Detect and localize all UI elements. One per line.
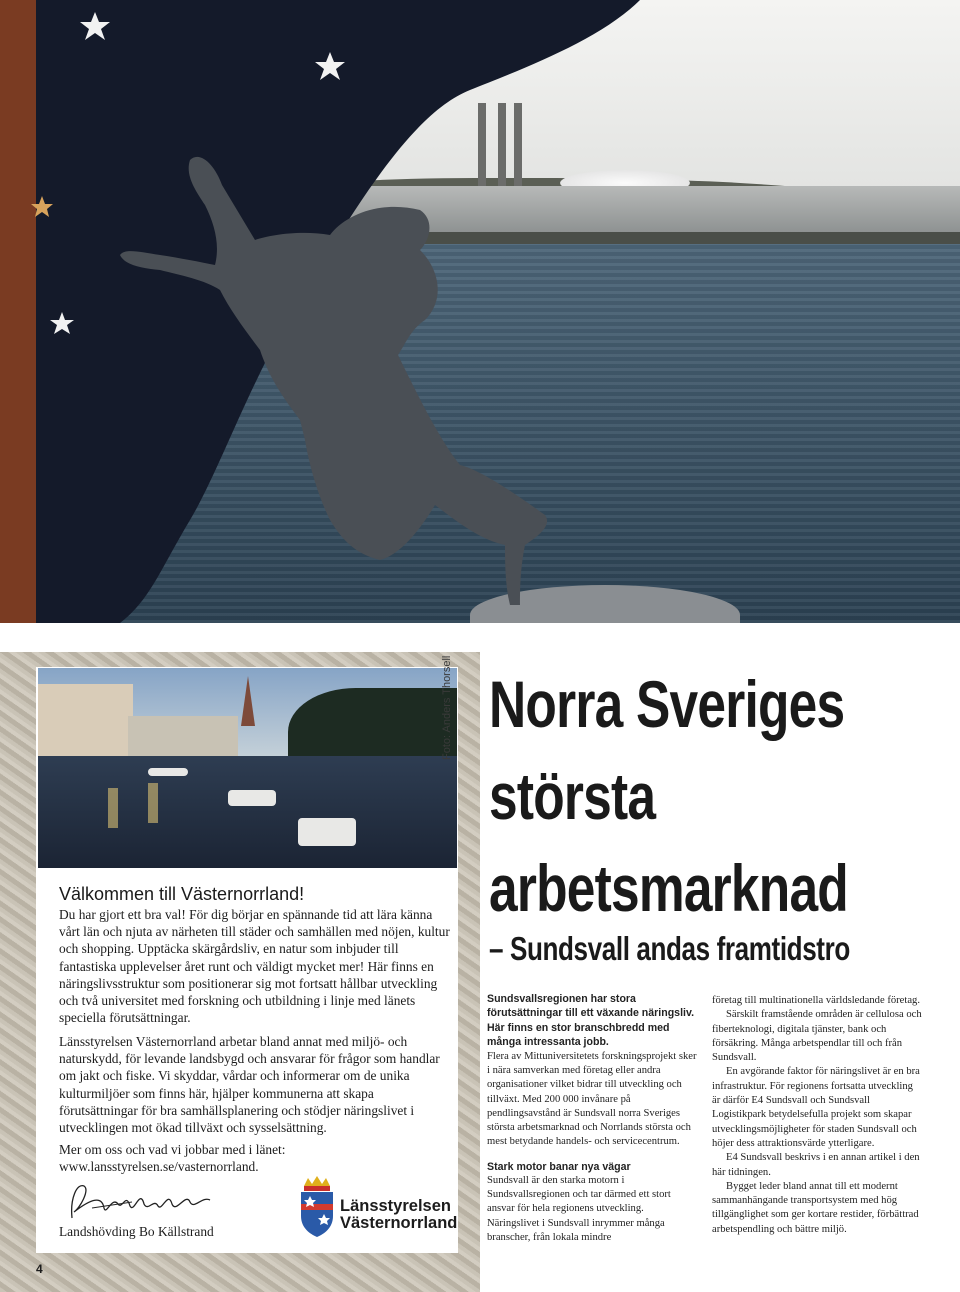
canal-water — [38, 756, 457, 868]
boat — [228, 790, 276, 806]
article-headline — [489, 658, 848, 934]
welcome-paragraph-1: Du har gjort ett bra val! För dig börjar en spännande tid att lära känna vårt län och njuta av närheten till städer och samhällen med nöjen, kultur och shopping. Upptäcka skärgårdsliv, en natur som inbjuder till fantastiska upplevelser året runt och väldigt mycket mer! Här finns en näringslivsstruktur som positionerar sig mot fortsatt hållbar utveckling och två universitet med forskning och utbildning i linje med länets speciella förutsättningar. — [59, 907, 450, 1026]
church-spire — [241, 676, 255, 726]
logo-line-2: Västernorrland — [340, 1214, 458, 1232]
article-subheadline: – Sundsvall andas framtidstro — [489, 930, 850, 967]
headline-line-1: Norra Sveriges — [489, 667, 845, 741]
window-frame — [0, 0, 36, 623]
welcome-paragraph-2: Länsstyrelsen Västernorrland arbetar bland annat med miljö- och naturskydd, för levande landsbygd och ansvarar för frågor som handlar om jakt och fiske. Vi skyddar, vårdar och informerar om de unika kulturmiljöer som finns här, hjälper kommunerna att skapa förutsättningar för bra samhällsplanering och stödjer näringslivet i utvecklingen mot ökad tillväxt och sysselsättning. — [59, 1034, 440, 1136]
article-lead: Sundsvallsregionen har stora förutsättningar till ett växande näringsliv. Här finns en stor branschbredd med många intressanta jobb. — [487, 993, 695, 1049]
article-paragraph: En avgörande faktor för näringslivet är en bra infrastruktur. För regionens fortsatta utveckling är därför E4 Sundsvall och Sundsvall Logistikpark betydelsefulla projekt som skapar utvecklingsmöjligheter för staden Sundsvall och höjer dess attraktionsvärde ytterligare. — [712, 1066, 920, 1149]
logo-line-1: Länsstyrelsen — [340, 1197, 451, 1215]
article-paragraph: Sundsvall är den starka motorn i Sundsvallsregionen och tar därmed ett stort ansvar för hela regionens utveckling. Näringslivet i Sundsvall inrymmer många branscher, från lokala mindre — [487, 1174, 671, 1243]
hotel-building — [38, 684, 133, 759]
signature-name: Landshövding Bo Källstrand — [59, 1224, 214, 1239]
photo-credit: Foto: Anders Thorsell — [441, 655, 453, 760]
article-paragraph: E4 Sundsvall beskrivs i en annan artikel i den här tidningen. — [712, 1152, 920, 1178]
article-paragraph: företag till multinationella världsledande företag. — [712, 995, 920, 1006]
article-subheading: Stark motor banar nya vägar — [487, 1160, 631, 1173]
handwritten-signature — [62, 1178, 222, 1228]
headline-line-2: största — [489, 759, 656, 833]
canal-photo — [38, 668, 457, 868]
article-paragraph: Särskilt framstående områden är cellulosa och fiberteknologi, digitala tjänster, bank och försäkring. Många arbetspendlar till och från Sundsvall. — [712, 1009, 922, 1064]
page-number: 4 — [36, 1262, 43, 1276]
boat — [148, 768, 188, 776]
light-reflection — [148, 783, 158, 823]
county-logo-text — [340, 1198, 457, 1232]
light-reflection — [108, 788, 118, 828]
welcome-title: Välkommen till Västernorrland! — [59, 884, 305, 904]
curtain-and-angel-graphic — [0, 0, 960, 623]
hero-photo — [0, 0, 960, 623]
boat — [298, 818, 356, 846]
article-paragraph: Bygget leder bland annat till ett modernt sammanhängande transportsystem med hög tillgänglighet som ger kortare restider, förbättrad arbetspendling och bättre miljö. — [712, 1180, 919, 1235]
article-column-1 — [487, 992, 697, 1245]
article-paragraph: Flera av Mittuniversitetets forskningsprojekt sker i nära samverkan med företag eller andra organisationer vilket bidrar till utveckling och tillväxt. Med 200 000 invånare på pendlingsavstånd är Sundsvall norra Sveriges största arbetsmarknad och Norrlands största och mest betydande handels- och servicecentrum. — [487, 1050, 697, 1148]
headline-line-3: arbetsmarknad — [489, 851, 848, 925]
county-crest-icon — [298, 1176, 336, 1238]
waterfront-buildings — [128, 716, 238, 761]
article-column-2 — [712, 994, 922, 1237]
welcome-paragraph-3: Mer om oss och vad vi jobbar med i länet: www.lansstyrelsen.se/vasternorrland. — [59, 1142, 286, 1175]
